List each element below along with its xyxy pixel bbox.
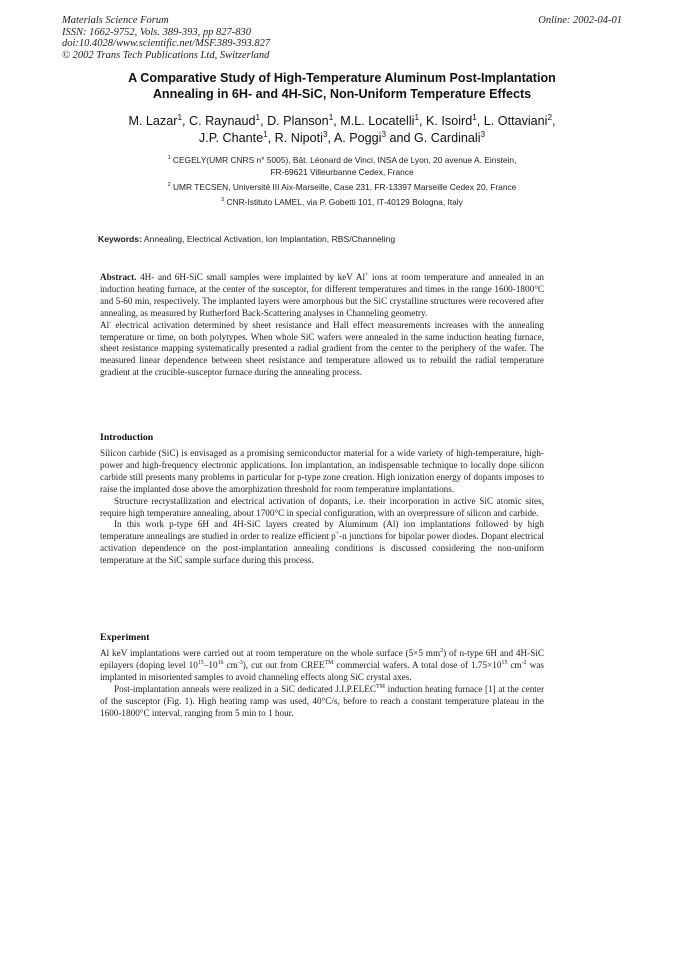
keywords-label: Keywords: (98, 234, 142, 244)
superscript: TM (324, 659, 334, 666)
superscript: + (335, 531, 340, 538)
experiment-text: cm (223, 659, 238, 670)
abstract-text: Al (100, 319, 110, 330)
abstract (100, 272, 544, 379)
abstract-text: electrical activation determined by sheet resistance and Hall effect measurements increases with the annealing temperature or time, on both polytypes. When whole SiC wafers were annealed in the same induction heating furnace, sheet resistance mapping systematically presented a radial gradient from the center to the periphery of the wafer. The measured linear dependence between sheet resistance and temperature allowed us to rebuild the radial temperature gradient at the crucible-susceptor furnace during the annealing process. (100, 319, 544, 378)
superscript: - (109, 319, 112, 326)
author-affiliation-mark: 1 (414, 112, 420, 122)
abstract-label: Abstract. (100, 272, 137, 282)
author-affiliation-mark: 3 (480, 129, 486, 139)
introduction-paragraph: Silicon carbide (SiC) is envisaged as a promising semiconductor material for a wide variety of high-temperature, high-power and high-frequency electronic applications. Ion implantation, an indispensable technique to locally dope silicon carbide still presents many problems in particular for p-type zone creation. High ionization energy of dopants imposes to raise the implanted dose above the amorphization threshold for room temperature implantations. (100, 448, 544, 494)
experiment-text: Al keV implantations were carried out at room temperature on the whole surface (5×5 mm (100, 648, 441, 658)
affiliation-text: CEGELY(UMR CNRS n° 5005), Bât. Léonard de Vinci, INSA de Lyon, 20 avenue A. Einstein, (170, 155, 517, 165)
experiment-text: Post-implantation anneals were realized in a SiC dedicated J.I.P.ELEC (114, 683, 377, 694)
affiliation-list (62, 154, 622, 211)
introduction-paragraph (100, 519, 544, 567)
abstract-paragraph (100, 320, 544, 380)
author-name: , D. Planson (260, 114, 329, 128)
introduction-section (100, 448, 544, 567)
experiment-text: ), cut out from CREE (242, 659, 325, 670)
affiliation-mark: 2 (167, 182, 171, 189)
introduction-paragraph: Structure recrystallization and electrical activation of dopants, i.e. their incorporation in active SiC atomic sites, require high temperature annealing, about 1700°C in special configuration, with an overpressure of silicon and carbide. (100, 495, 544, 518)
author-line-1 (62, 113, 622, 130)
experiment-text: cm (507, 659, 522, 670)
abstract-text: 4H- and 6H-SiC small samples were implanted by keV Al (136, 272, 366, 282)
keywords (98, 234, 628, 244)
author-name: and G. Cardinali (386, 131, 481, 145)
experiment-section (100, 648, 544, 719)
paper-title-line-1: A Comparative Study of High-Temperature Aluminum Post-Implantation (128, 71, 556, 85)
author-list (62, 113, 622, 147)
affiliation-text: FR-69621 Villeurbanne Cedex, France (270, 167, 414, 177)
author-name: , R. Nipoti (267, 131, 323, 145)
keywords-text: Annealing, Electrical Activation, Ion Implantation, RBS/Channeling (141, 234, 396, 244)
affiliation-mark: 1 (167, 155, 171, 162)
author-affiliation-mark: 1 (255, 112, 261, 122)
author-name: , M.L. Locatelli (333, 114, 415, 128)
author-name: M. Lazar (128, 114, 178, 128)
journal-doi[interactable]: doi:10.4028/www.scientific.net/MSF.389-393.827 (62, 38, 271, 49)
journal-name: Materials Science Forum (62, 15, 169, 26)
affiliation-3 (62, 196, 622, 208)
journal-copyright: © 2002 Trans Tech Publications Ltd, Switzerland (62, 49, 270, 61)
journal-header (62, 15, 270, 61)
affiliation-mark: 3 (221, 197, 225, 204)
author-separator: , (552, 114, 556, 128)
experiment-text: ) of n-type 6H and 4H-SiC epilayers (doping level 10 (100, 648, 544, 670)
introduction-text: In this work p-type 6H and 4H-SiC layers created by Aluminum (Al) ion implantations followed by high temperature annealings are studied in order to realize efficient p (100, 519, 544, 542)
author-affiliation-mark: 1 (263, 129, 268, 139)
author-affiliation-mark: 1 (328, 112, 334, 122)
superscript: -3 (237, 659, 243, 666)
superscript: -2 (521, 659, 527, 666)
affiliation-2 (62, 181, 622, 193)
introduction-heading: Introduction (100, 432, 154, 443)
superscript: 16 (217, 659, 224, 666)
author-name: , C. Raynaud (182, 114, 256, 128)
superscript: + (365, 271, 369, 278)
experiment-text: –10 (203, 659, 218, 670)
experiment-heading: Experiment (100, 632, 150, 643)
paper-title-line-2: Annealing in 6H- and 4H-SiC, Non-Uniform Temperature Effects (152, 87, 532, 101)
superscript: TM (376, 683, 385, 690)
author-affiliation-mark: 1 (177, 112, 182, 122)
author-line-2 (62, 130, 622, 147)
author-affiliation-mark: 1 (472, 112, 477, 122)
author-name: J.P. Chante (198, 131, 264, 145)
author-name: , L. Ottaviani (476, 114, 548, 128)
affiliation-text: CNR-Istituto LAMEL, via P. Gobetti 101, IT-40129 Bologna, Italy (224, 197, 463, 207)
experiment-text: was implanted in misoriented samples to avoid channeling effects along SiC crystal axes. (100, 659, 544, 682)
experiment-text: commercial wafers. A total dose of 1.75×10 (333, 659, 502, 670)
paper-title (62, 70, 622, 102)
superscript: 15 (197, 659, 204, 666)
author-affiliation-mark: 3 (322, 129, 328, 139)
abstract-text: ions at room temperature and annealed in an induction heating furnace, at the center of the susceptor, for different temperatures and times in the range 1600-1800°C and 5-60 min, respectively. The implanted layers were amorphous but the SiC crystalline structures were recovered after annealing, as measured by Rutherford Back-Scattering analyses in Channeling geometry. (100, 272, 544, 318)
author-name: , A. Poggi (327, 131, 382, 145)
author-affiliation-mark: 2 (547, 112, 553, 122)
experiment-text: induction heating furnace [1] at the center of the susceptor (Fig. 1). High heating ramp was used, 40°C/s, before to reach a constant temperature plateau in the 1600-1800°C interval, ranging from 5 min to 1 hour. (100, 683, 545, 718)
superscript: 15 (501, 659, 508, 666)
affiliation-1 (62, 154, 622, 178)
online-date: Online: 2002-04-01 (538, 15, 622, 26)
author-affiliation-mark: 3 (381, 129, 386, 139)
experiment-paragraph (100, 648, 544, 684)
abstract-paragraph (100, 272, 544, 320)
experiment-paragraph (100, 684, 544, 720)
introduction-text: -n junctions for bipolar power diodes. Dopant electrical activation dependence on the post-implantation annealing conditions is discussed considering the non-uniform temperature at the SiC sample surface during this process. (100, 531, 544, 566)
author-name: , K. Isoird (419, 114, 473, 128)
journal-issn: ISSN: 1662-9752, Vols. 389-393, pp 827-830 (62, 26, 251, 38)
superscript: 2 (440, 647, 444, 654)
affiliation-text: UMR TECSEN, Université III Aix-Marseille, Case 231, FR-13397 Marseille Cedex 20, France (170, 182, 517, 192)
